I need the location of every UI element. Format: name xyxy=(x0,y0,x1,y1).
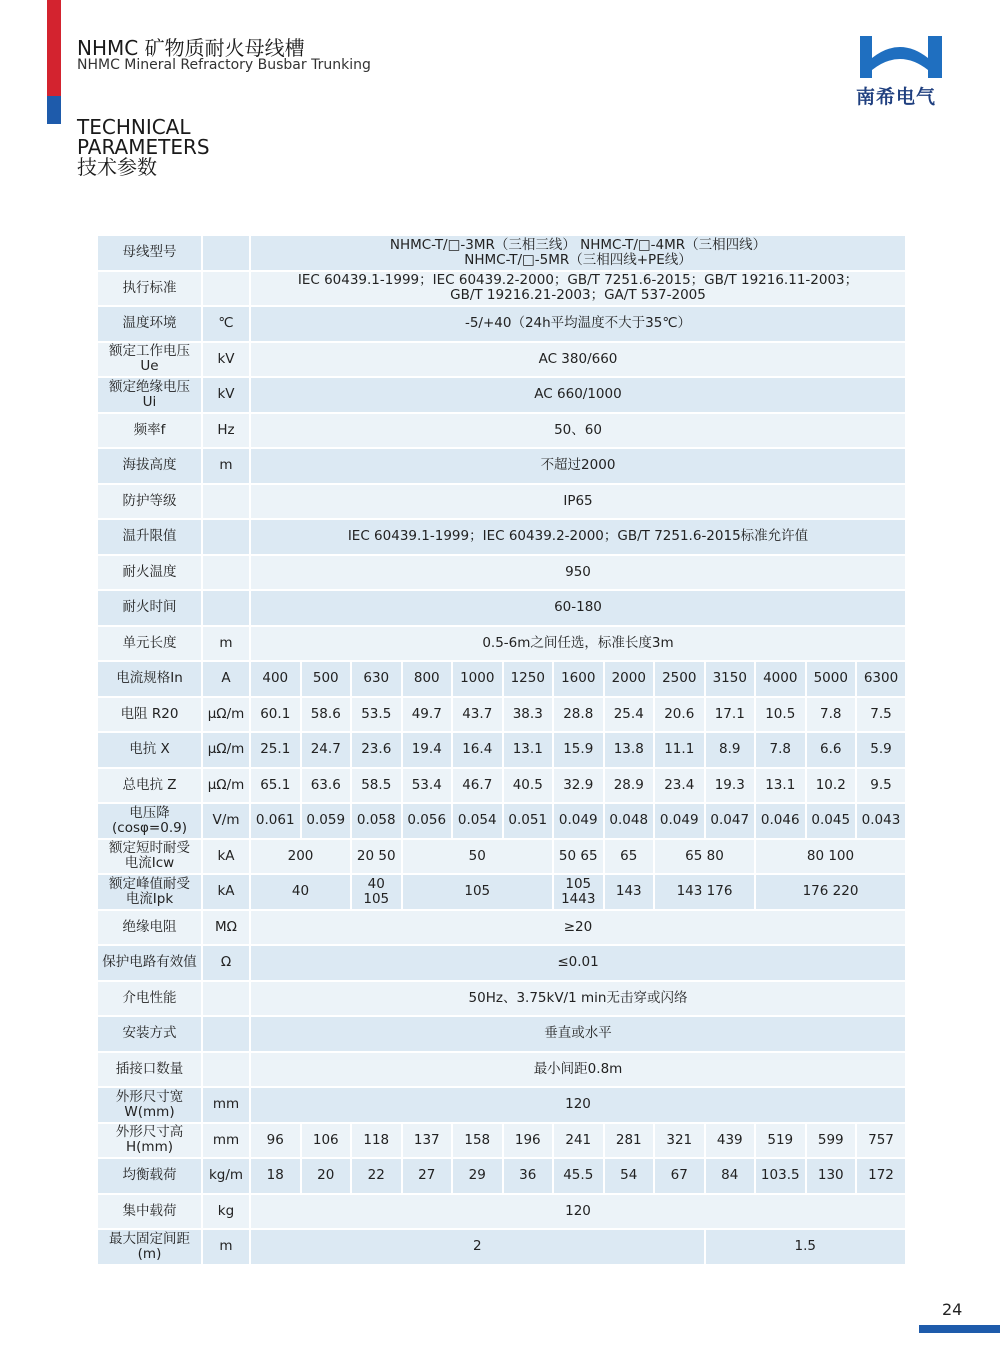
row-unit-length xyxy=(97,626,906,662)
table-cell: 1.5 xyxy=(705,1229,907,1265)
row-unit xyxy=(202,519,250,555)
table-cell: 23.6 xyxy=(351,732,402,768)
row-unit xyxy=(202,1016,250,1052)
table-cell: 50 xyxy=(402,839,554,875)
row-unit: Ω xyxy=(202,945,250,981)
row-value: 950 xyxy=(250,555,906,591)
table-cell: 172 xyxy=(856,1158,906,1194)
table-cell: 25.4 xyxy=(604,697,655,733)
row-protection xyxy=(97,484,906,520)
row-label: 绝缘电阻 xyxy=(97,910,202,946)
table-cell: 0.046 xyxy=(755,803,806,839)
row-temp-env xyxy=(97,306,906,342)
row-unit xyxy=(202,235,250,271)
table-cell: 0.056 xyxy=(402,803,453,839)
table-cell: 6.6 xyxy=(806,732,857,768)
table-cell: 321 xyxy=(654,1123,705,1159)
row-label: 耐火时间 xyxy=(97,590,202,626)
table-cell: 0.061 xyxy=(250,803,301,839)
table-cell: 5000 xyxy=(806,661,857,697)
table-cell: 143 176 xyxy=(654,874,755,910)
row-current xyxy=(97,661,906,697)
row-unit xyxy=(202,590,250,626)
table-cell: 11.1 xyxy=(654,732,705,768)
table-cell: 158 xyxy=(452,1123,503,1159)
row-value: 不超过2000 xyxy=(250,448,906,484)
row-label: 安装方式 xyxy=(97,1016,202,1052)
row-reactance xyxy=(97,732,906,768)
row-value: 60-180 xyxy=(250,590,906,626)
row-unit: MΩ xyxy=(202,910,250,946)
table-cell: 96 xyxy=(250,1123,301,1159)
row-outlets xyxy=(97,1052,906,1088)
table-cell: 757 xyxy=(856,1123,906,1159)
page-title-en: NHMC Mineral Refractory Busbar Trunking xyxy=(77,57,371,73)
row-unit: V/m xyxy=(202,803,250,839)
table-cell: 7.8 xyxy=(755,732,806,768)
row-value: IP65 xyxy=(250,484,906,520)
table-cell: 50 65 xyxy=(553,839,604,875)
row-unit: kV xyxy=(202,377,250,413)
table-cell: 0.048 xyxy=(604,803,655,839)
row-label: 额定工作电压 Ue xyxy=(97,342,202,378)
table-cell: 176 220 xyxy=(755,874,906,910)
row-unit: m xyxy=(202,1229,250,1265)
row-voltage-drop xyxy=(97,803,906,839)
section-title-en-1: TECHNICAL xyxy=(77,115,191,139)
row-value: ≤0.01 xyxy=(250,945,906,981)
table-cell: 65.1 xyxy=(250,768,301,804)
row-label: 电流规格In xyxy=(97,661,202,697)
table-cell: 800 xyxy=(402,661,453,697)
table-cell: 103.5 xyxy=(755,1158,806,1194)
row-ipk xyxy=(97,874,906,910)
row-value: AC 660/1000 xyxy=(250,377,906,413)
row-max-span xyxy=(97,1229,906,1265)
table-cell: 0.045 xyxy=(806,803,857,839)
row-value: 垂直或水平 xyxy=(250,1016,906,1052)
row-label: 温度环境 xyxy=(97,306,202,342)
table-cell: 130 xyxy=(806,1158,857,1194)
table-cell: 22 xyxy=(351,1158,402,1194)
row-insulation xyxy=(97,910,906,946)
row-label: 母线型号 xyxy=(97,235,202,271)
row-unit: kg/m xyxy=(202,1158,250,1194)
table-cell: 36 xyxy=(503,1158,554,1194)
row-dielectric xyxy=(97,981,906,1017)
row-value: -5/+40（24h平均温度不大于35℃） xyxy=(250,306,906,342)
table-cell: 18 xyxy=(250,1158,301,1194)
table-cell: 80 100 xyxy=(755,839,906,875)
table-cell: 0.054 xyxy=(452,803,503,839)
table-cell: 49.7 xyxy=(402,697,453,733)
row-model xyxy=(97,235,906,271)
table-cell: 15.9 xyxy=(553,732,604,768)
table-cell: 60.1 xyxy=(250,697,301,733)
row-fire-temp xyxy=(97,555,906,591)
row-label: 单元长度 xyxy=(97,626,202,662)
page-number: 24 xyxy=(942,1300,963,1319)
table-cell: 13.1 xyxy=(503,732,554,768)
table-cell: 519 xyxy=(755,1123,806,1159)
row-unit: kA xyxy=(202,874,250,910)
table-cell: 13.1 xyxy=(755,768,806,804)
row-unit: Hz xyxy=(202,413,250,449)
row-value: AC 380/660 xyxy=(250,342,906,378)
row-unit xyxy=(202,981,250,1017)
row-fire-time xyxy=(97,590,906,626)
table-cell: 63.6 xyxy=(301,768,352,804)
row-width xyxy=(97,1087,906,1123)
table-cell: 53.5 xyxy=(351,697,402,733)
table-cell: 13.8 xyxy=(604,732,655,768)
table-cell: 65 xyxy=(604,839,655,875)
table-cell: 241 xyxy=(553,1123,604,1159)
row-label: 额定短时耐受 电流Icw xyxy=(97,839,202,875)
table-cell: 9.5 xyxy=(856,768,906,804)
row-label: 防护等级 xyxy=(97,484,202,520)
row-label: 额定绝缘电压 Ui xyxy=(97,377,202,413)
table-cell: 630 xyxy=(351,661,402,697)
table-cell: 40 xyxy=(250,874,351,910)
row-label: 执行标准 xyxy=(97,271,202,307)
row-unit xyxy=(202,484,250,520)
table-cell: 38.3 xyxy=(503,697,554,733)
row-freq xyxy=(97,413,906,449)
table-cell: 0.047 xyxy=(705,803,756,839)
row-label: 外形尺寸高 H(mm) xyxy=(97,1123,202,1159)
row-label: 介电性能 xyxy=(97,981,202,1017)
table-cell: 46.7 xyxy=(452,768,503,804)
row-label: 电抗 X xyxy=(97,732,202,768)
row-altitude xyxy=(97,448,906,484)
row-label: 温升限值 xyxy=(97,519,202,555)
row-label: 额定峰值耐受 电流Ipk xyxy=(97,874,202,910)
row-value: 0.5-6m之间任选，标准长度3m xyxy=(250,626,906,662)
table-cell: 500 xyxy=(301,661,352,697)
table-cell: 40.5 xyxy=(503,768,554,804)
row-height xyxy=(97,1123,906,1159)
table-cell: 106 xyxy=(301,1123,352,1159)
row-label: 插接口数量 xyxy=(97,1052,202,1088)
row-value: 50、60 xyxy=(250,413,906,449)
table-cell: 58.6 xyxy=(301,697,352,733)
row-unit: μΩ/m xyxy=(202,697,250,733)
table-cell: 20.6 xyxy=(654,697,705,733)
row-temp-rise xyxy=(97,519,906,555)
row-label: 电压降 (cosφ=0.9) xyxy=(97,803,202,839)
table-cell: 3150 xyxy=(705,661,756,697)
table-cell: 0.058 xyxy=(351,803,402,839)
row-label: 最大固定间距 (m) xyxy=(97,1229,202,1265)
row-value: 50Hz、3.75kV/1 min无击穿或闪络 xyxy=(250,981,906,1017)
table-cell: 1250 xyxy=(503,661,554,697)
table-cell: 1000 xyxy=(452,661,503,697)
table-cell: 67 xyxy=(654,1158,705,1194)
row-impedance xyxy=(97,768,906,804)
table-cell: 439 xyxy=(705,1123,756,1159)
table-cell: 27 xyxy=(402,1158,453,1194)
table-cell: 196 xyxy=(503,1123,554,1159)
table-cell: 54 xyxy=(604,1158,655,1194)
table-cell: 23.4 xyxy=(654,768,705,804)
table-cell: 45.5 xyxy=(553,1158,604,1194)
table-cell: 0.049 xyxy=(654,803,705,839)
row-unit: m xyxy=(202,448,250,484)
row-value: 最小间距0.8m xyxy=(250,1052,906,1088)
row-value: IEC 60439.1-1999；IEC 60439.2-2000；GB/T 7251.6-2015标准允许值 xyxy=(250,519,906,555)
row-value: IEC 60439.1-1999；IEC 60439.2-2000；GB/T 7251.6-2015；GB/T 19216.11-2003； GB/T 19216.21-2003；GA/T 537-2005 xyxy=(250,271,906,307)
table-cell: 19.3 xyxy=(705,768,756,804)
row-unit: A xyxy=(202,661,250,697)
row-unit: kg xyxy=(202,1194,250,1230)
row-conc-load xyxy=(97,1194,906,1230)
table-cell: 1600 xyxy=(553,661,604,697)
table-cell: 29 xyxy=(452,1158,503,1194)
table-cell: 43.7 xyxy=(452,697,503,733)
row-install xyxy=(97,1016,906,1052)
accent-bar-red xyxy=(47,0,61,96)
table-cell: 0.059 xyxy=(301,803,352,839)
brand-name: 南希电气 xyxy=(856,86,937,108)
row-standard xyxy=(97,271,906,307)
row-unit: kA xyxy=(202,839,250,875)
table-cell: 20 xyxy=(301,1158,352,1194)
page-title-zh: NHMC 矿物质耐火母线槽 xyxy=(77,36,305,60)
row-label: 集中载荷 xyxy=(97,1194,202,1230)
table-cell: 281 xyxy=(604,1123,655,1159)
table-cell: 105 xyxy=(402,874,554,910)
row-icw xyxy=(97,839,906,875)
row-dist-load xyxy=(97,1158,906,1194)
table-cell: 40 105 xyxy=(351,874,402,910)
table-cell: 7.5 xyxy=(856,697,906,733)
table-cell: 137 xyxy=(402,1123,453,1159)
table-cell: 6300 xyxy=(856,661,906,697)
row-value: 120 xyxy=(250,1087,906,1123)
table-cell: 143 xyxy=(604,874,655,910)
table-cell: 25.1 xyxy=(250,732,301,768)
table-cell: 17.1 xyxy=(705,697,756,733)
table-cell: 4000 xyxy=(755,661,806,697)
row-unit: mm xyxy=(202,1123,250,1159)
table-cell: 58.5 xyxy=(351,768,402,804)
row-label: 外形尺寸宽 W(mm) xyxy=(97,1087,202,1123)
row-value: NHMC-T/□-3MR（三相三线） NHMC-T/□-4MR（三相四线） NHMC-T/□-5MR（三相四线+PE线） xyxy=(250,235,906,271)
row-label: 耐火温度 xyxy=(97,555,202,591)
table-cell: 10.2 xyxy=(806,768,857,804)
section-title-en-2: PARAMETERS xyxy=(77,135,210,159)
row-label: 频率f xyxy=(97,413,202,449)
row-resistance xyxy=(97,697,906,733)
table-cell: 32.9 xyxy=(553,768,604,804)
table-cell: 200 xyxy=(250,839,351,875)
table-cell: 0.043 xyxy=(856,803,906,839)
row-value: 120 xyxy=(250,1194,906,1230)
table-cell: 118 xyxy=(351,1123,402,1159)
table-cell: 599 xyxy=(806,1123,857,1159)
table-cell: 19.4 xyxy=(402,732,453,768)
table-cell: 2 xyxy=(250,1229,705,1265)
table-cell: 10.5 xyxy=(755,697,806,733)
table-cell: 65 80 xyxy=(654,839,755,875)
row-unit: mm xyxy=(202,1087,250,1123)
row-ui xyxy=(97,377,906,413)
table-cell: 0.049 xyxy=(553,803,604,839)
table-cell: 7.8 xyxy=(806,697,857,733)
row-unit: kV xyxy=(202,342,250,378)
table-cell: 28.9 xyxy=(604,768,655,804)
footer-accent-bar xyxy=(919,1325,1000,1333)
table-cell: 28.8 xyxy=(553,697,604,733)
row-unit: m xyxy=(202,626,250,662)
table-cell: 16.4 xyxy=(452,732,503,768)
row-unit: μΩ/m xyxy=(202,732,250,768)
row-label: 海拔高度 xyxy=(97,448,202,484)
row-label: 总电抗 Z xyxy=(97,768,202,804)
table-cell: 0.051 xyxy=(503,803,554,839)
table-cell: 400 xyxy=(250,661,301,697)
table-cell: 2000 xyxy=(604,661,655,697)
row-value: ≥20 xyxy=(250,910,906,946)
row-unit: μΩ/m xyxy=(202,768,250,804)
accent-bar-blue xyxy=(47,96,61,124)
row-protect-circuit xyxy=(97,945,906,981)
table-cell: 20 50 xyxy=(351,839,402,875)
table-cell: 2500 xyxy=(654,661,705,697)
section-title-zh: 技术参数 xyxy=(77,155,157,179)
table-cell: 105 1443 xyxy=(553,874,604,910)
row-label: 电阻 R20 xyxy=(97,697,202,733)
table-cell: 5.9 xyxy=(856,732,906,768)
row-label: 均衡载荷 xyxy=(97,1158,202,1194)
row-unit xyxy=(202,271,250,307)
row-unit xyxy=(202,555,250,591)
table-cell: 8.9 xyxy=(705,732,756,768)
spec-table xyxy=(96,234,907,1266)
table-cell: 24.7 xyxy=(301,732,352,768)
table-cell: 84 xyxy=(705,1158,756,1194)
section-title xyxy=(77,117,210,177)
row-label: 保护电路有效值 xyxy=(97,945,202,981)
row-unit xyxy=(202,1052,250,1088)
row-unit: ℃ xyxy=(202,306,250,342)
row-ue xyxy=(97,342,906,378)
table-cell: 53.4 xyxy=(402,768,453,804)
